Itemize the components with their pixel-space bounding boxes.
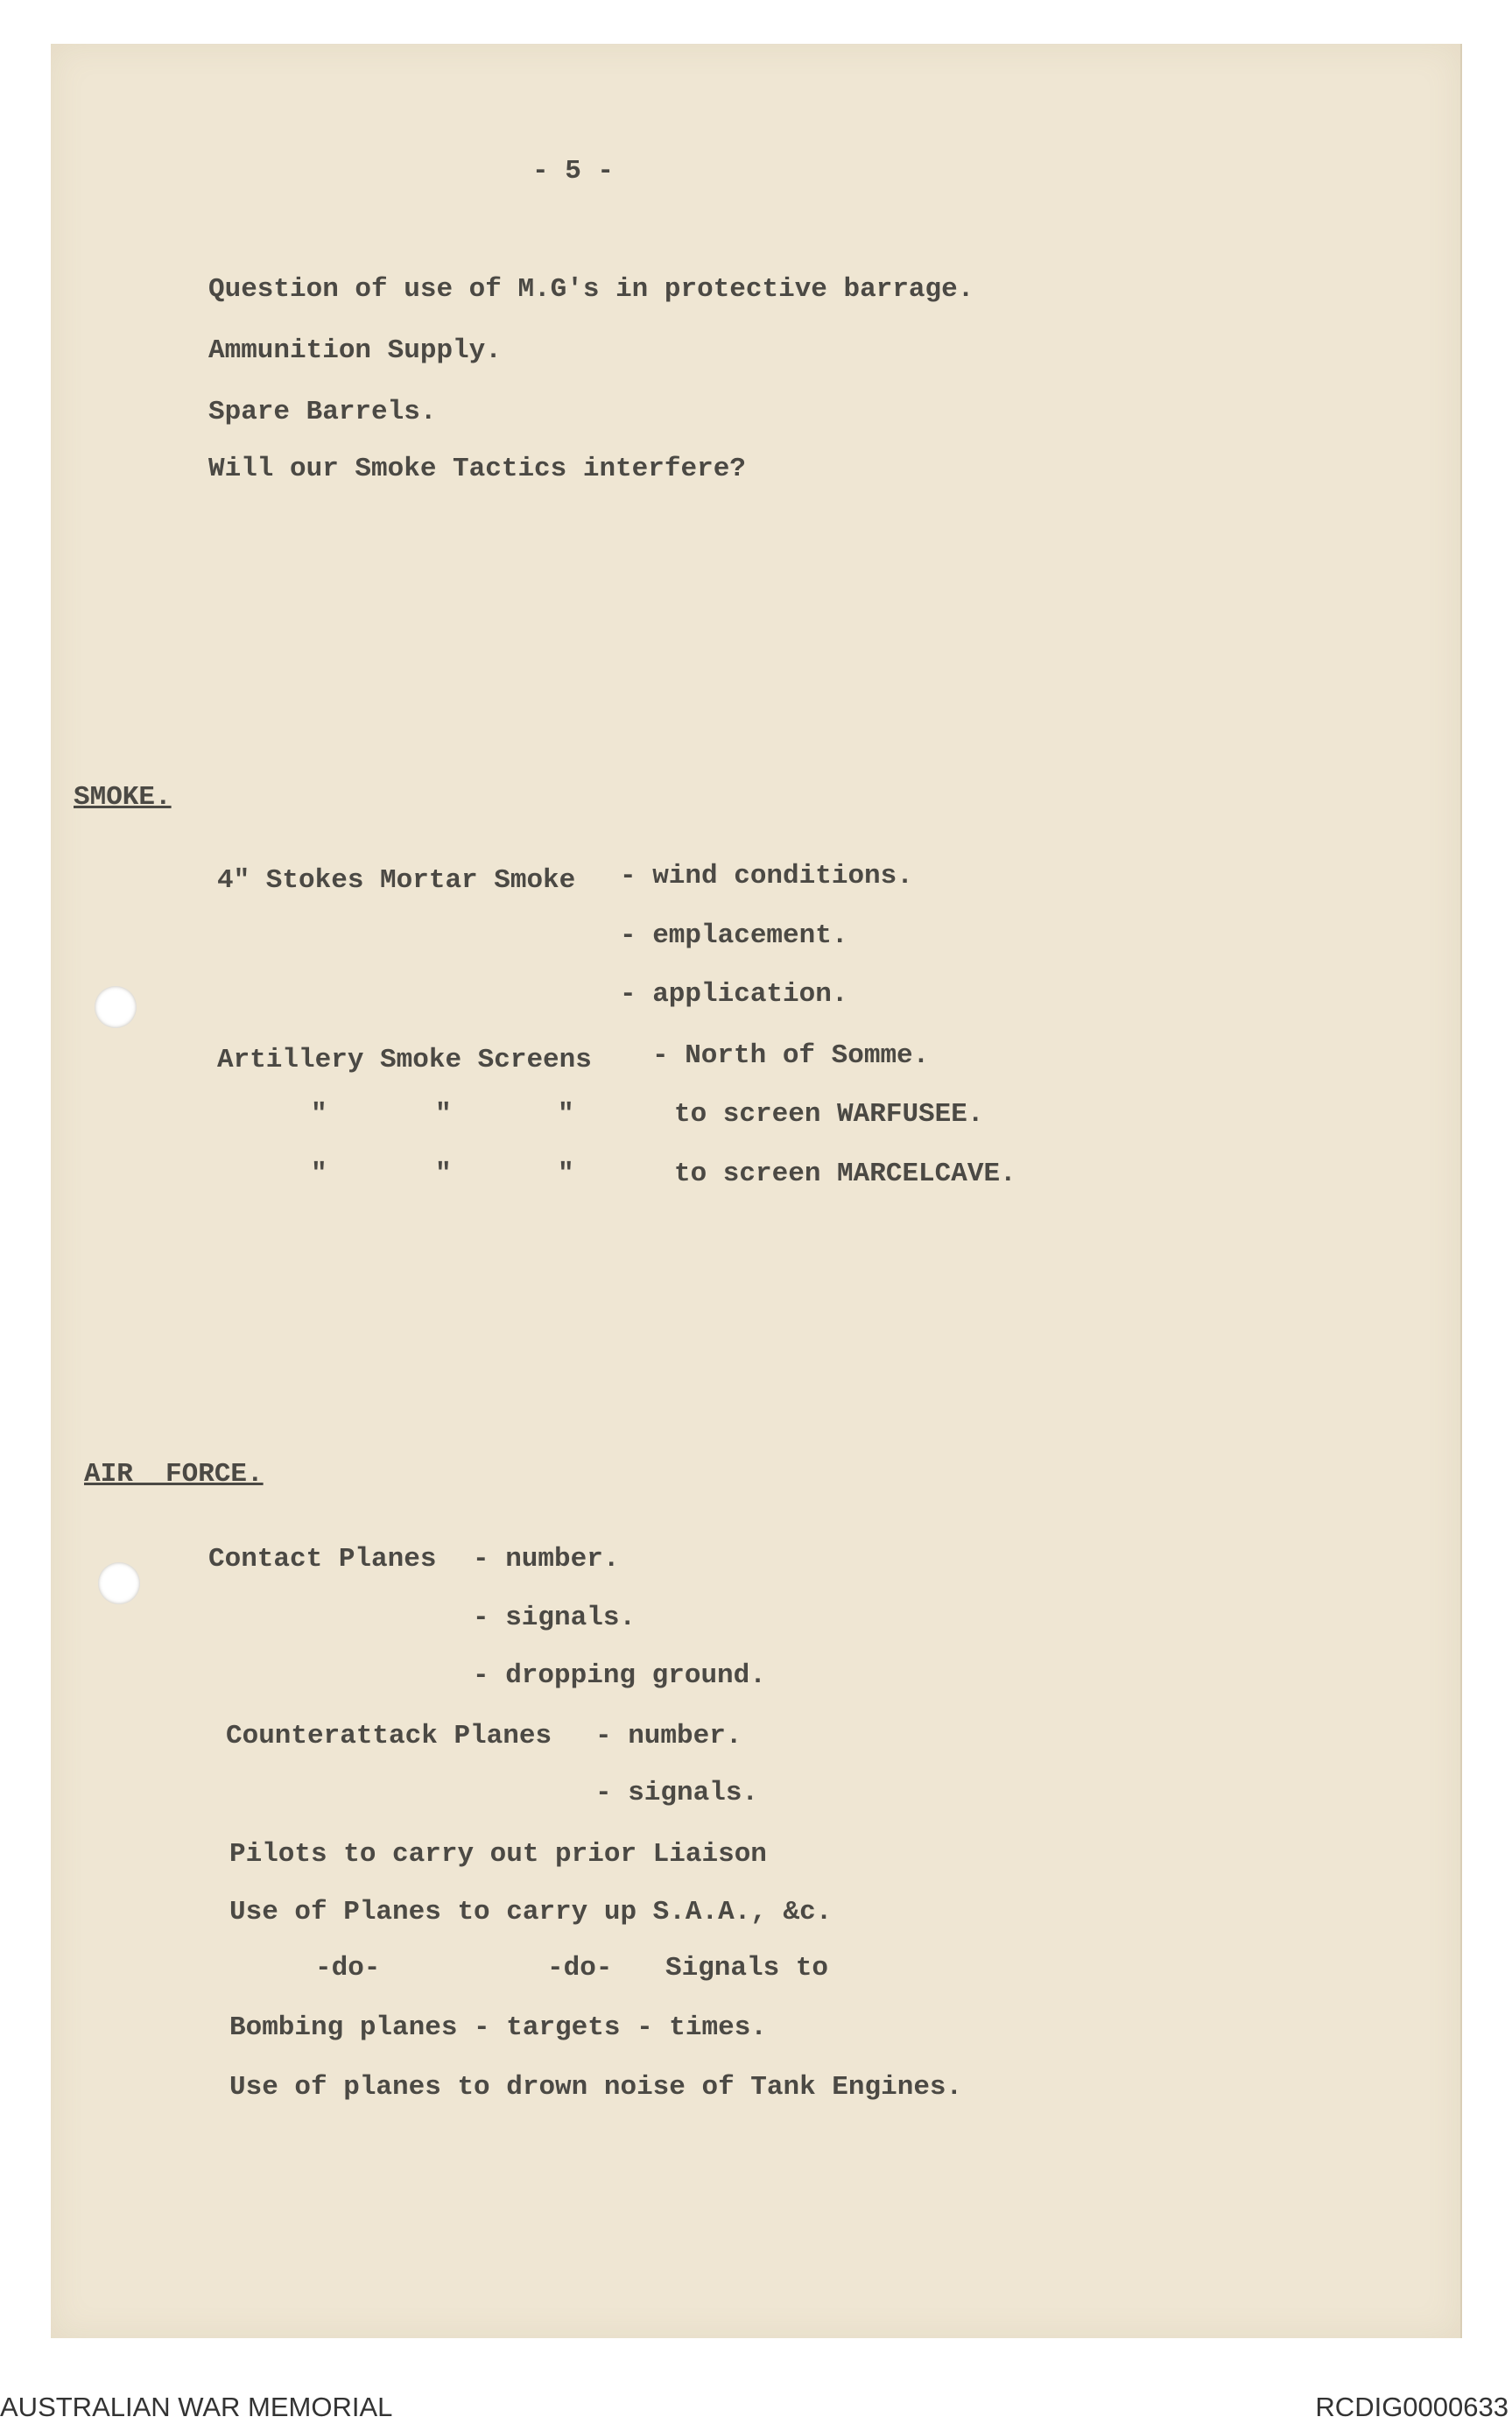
contact-item-dropping-ground: - dropping ground. <box>473 1660 766 1691</box>
ditto-do: -do- <box>315 1953 381 1984</box>
signals-to: Signals to <box>665 1953 829 1984</box>
mg-item-4: Will our Smoke Tactics interfere? <box>208 454 746 484</box>
artillery-item-marcelcave: to screen MARCELCAVE. <box>674 1159 1016 1189</box>
mg-item-3: Spare Barrels. <box>208 397 437 427</box>
mg-item-2: Ammunition Supply. <box>208 335 502 366</box>
ditto-mark: " <box>311 1099 327 1130</box>
drown-noise: Use of planes to drown noise of Tank Engines. <box>229 2072 963 2103</box>
use-planes-saa: Use of Planes to carry up S.A.A., &c. <box>229 1897 833 1927</box>
artillery-item-warfusee: to screen WARFUSEE. <box>674 1099 984 1130</box>
footer-reference: RCDIG0000633 <box>1315 2392 1508 2422</box>
ditto-mark: " <box>558 1159 574 1189</box>
ditto-mark: " <box>435 1099 452 1130</box>
punch-hole-bottom <box>98 1562 140 1604</box>
air-force-heading: AIR FORCE. <box>84 1459 264 1490</box>
ditto-mark: " <box>558 1099 574 1130</box>
page-number: - 5 - <box>532 156 615 187</box>
footer-institution: AUSTRALIAN WAR MEMORIAL <box>0 2392 393 2422</box>
contact-item-number: - number. <box>473 1544 620 1575</box>
smoke-heading: SMOKE. <box>74 782 172 813</box>
artillery-label: Artillery Smoke Screens <box>217 1045 592 1075</box>
counterattack-planes-label: Counterattack Planes <box>226 1721 552 1751</box>
bombing-planes: Bombing planes - targets - times. <box>229 2012 767 2043</box>
counter-item-signals: - signals. <box>595 1778 759 1808</box>
ditto-do: -do- <box>547 1953 613 1984</box>
mg-item-1: Question of use of M.G's in protective barrage. <box>208 274 974 305</box>
ditto-mark: " <box>311 1159 327 1189</box>
pilots-liaison: Pilots to carry out prior Liaison <box>229 1839 767 1870</box>
counter-item-number: - number. <box>595 1721 742 1751</box>
document-page <box>51 44 1462 2338</box>
punch-hole-top <box>95 986 137 1028</box>
contact-planes-label: Contact Planes <box>208 1544 437 1575</box>
mortar-item-emplacement: - emplacement. <box>620 920 848 951</box>
mortar-item-wind: - wind conditions. <box>620 861 913 891</box>
ditto-mark: " <box>435 1159 452 1189</box>
mortar-label: 4" Stokes Mortar Smoke <box>217 865 576 896</box>
artillery-item-north-somme: - North of Somme. <box>652 1040 930 1071</box>
mortar-item-application: - application. <box>620 979 848 1010</box>
contact-item-signals: - signals. <box>473 1603 636 1633</box>
